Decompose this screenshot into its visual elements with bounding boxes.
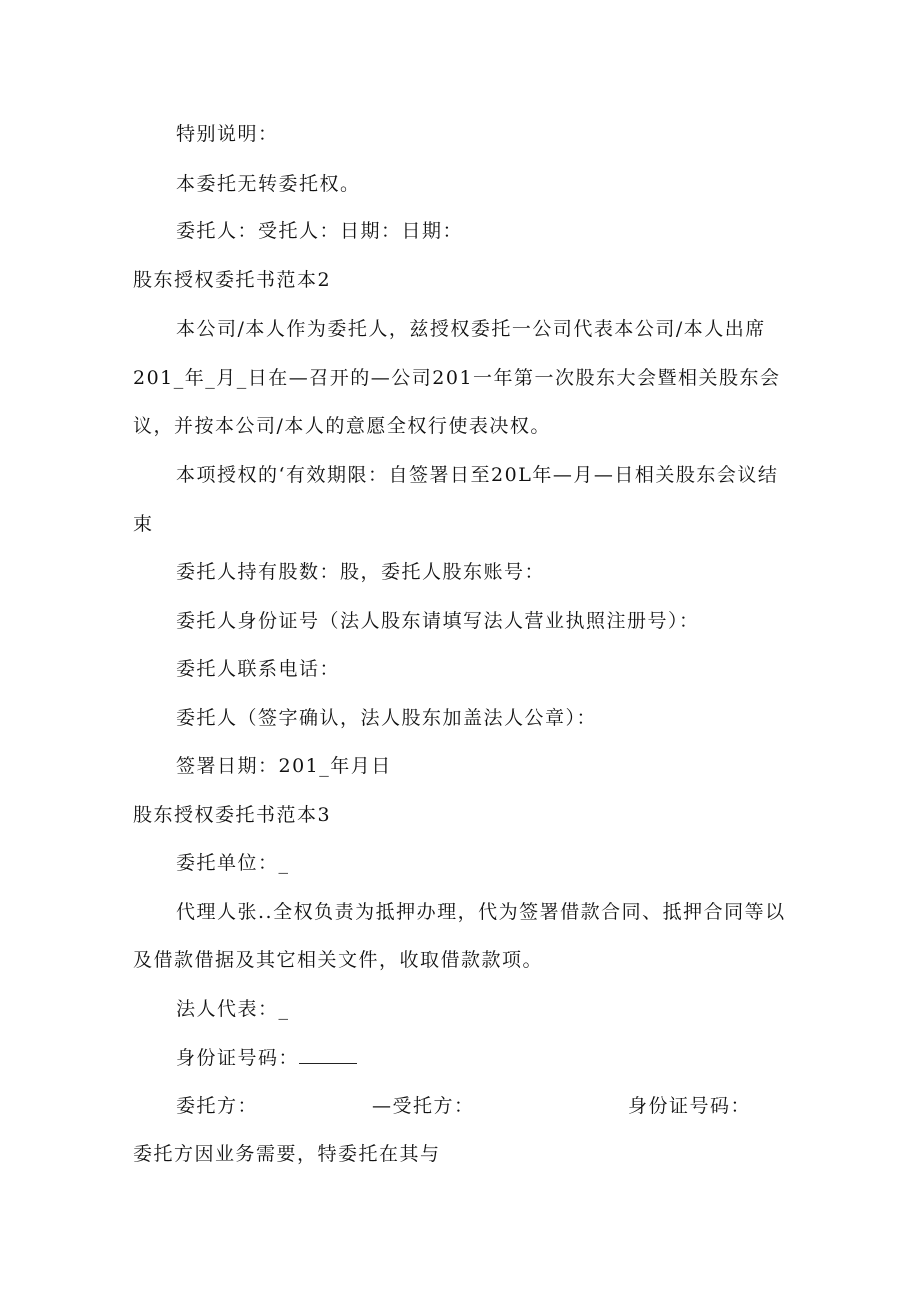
paragraph-2-line-2: 束 [133,513,154,535]
paragraph-2-line-1: 本项授权的‘有效期限：自签署日至20L年—月—日相关股东会议结 [176,464,779,486]
agent-id-label: 身份证号码： [628,1095,752,1117]
agent-label: —受托方： [372,1095,475,1117]
section-heading-2: 股东授权委托书范本2 [133,269,332,291]
paragraph-1-line-1: 本公司/本人作为委托人，兹授权委托一公司代表本公司/本人出席 [176,318,766,340]
id-card-number-label: 身份证号码： [176,1047,300,1069]
principal-signature-line: 委托人（签字确认，法人股东加盖法人公章）： [176,707,598,729]
section-heading-3: 股东授权委托书范本3 [133,804,332,826]
paragraph-1-line-2: 201_年_月_日在—召开的—公司201一年第一次股东大会暨相关股东会 [133,367,781,389]
legal-representative-line: 法人代表：_ [176,998,290,1020]
closing-line: 委托方因业务需要，特委托在其与 [133,1143,441,1165]
no-sub-delegation-text: 本委托无转委托权。 [176,173,361,195]
paragraph-3-line-1: 代理人张..全权负责为抵押办理，代为签署借款合同、抵押合同等以 [176,901,786,923]
id-card-number-line [176,1045,357,1070]
principal-label: 委托方： [176,1095,259,1117]
signature-line: 委托人：受托人：日期：日期： [176,220,464,242]
id-number-line: 委托人身份证号（法人股东请填写法人营业执照注册号）： [176,610,700,632]
shares-held-line: 委托人持有股数：股，委托人股东账号： [176,561,546,583]
signing-date-line: 签署日期：201_年月日 [176,755,392,777]
principal-unit-line: 委托单位：_ [176,852,290,874]
special-note-label: 特别说明： [176,123,279,145]
paragraph-3-line-2: 及借款借据及其它相关文件，收取借款款项。 [133,949,544,971]
paragraph-1-line-3: 议，并按本公司/本人的意愿全权行使表决权。 [133,415,551,437]
id-card-number-blank [299,1045,357,1064]
contact-phone-line: 委托人联系电话： [176,658,341,680]
